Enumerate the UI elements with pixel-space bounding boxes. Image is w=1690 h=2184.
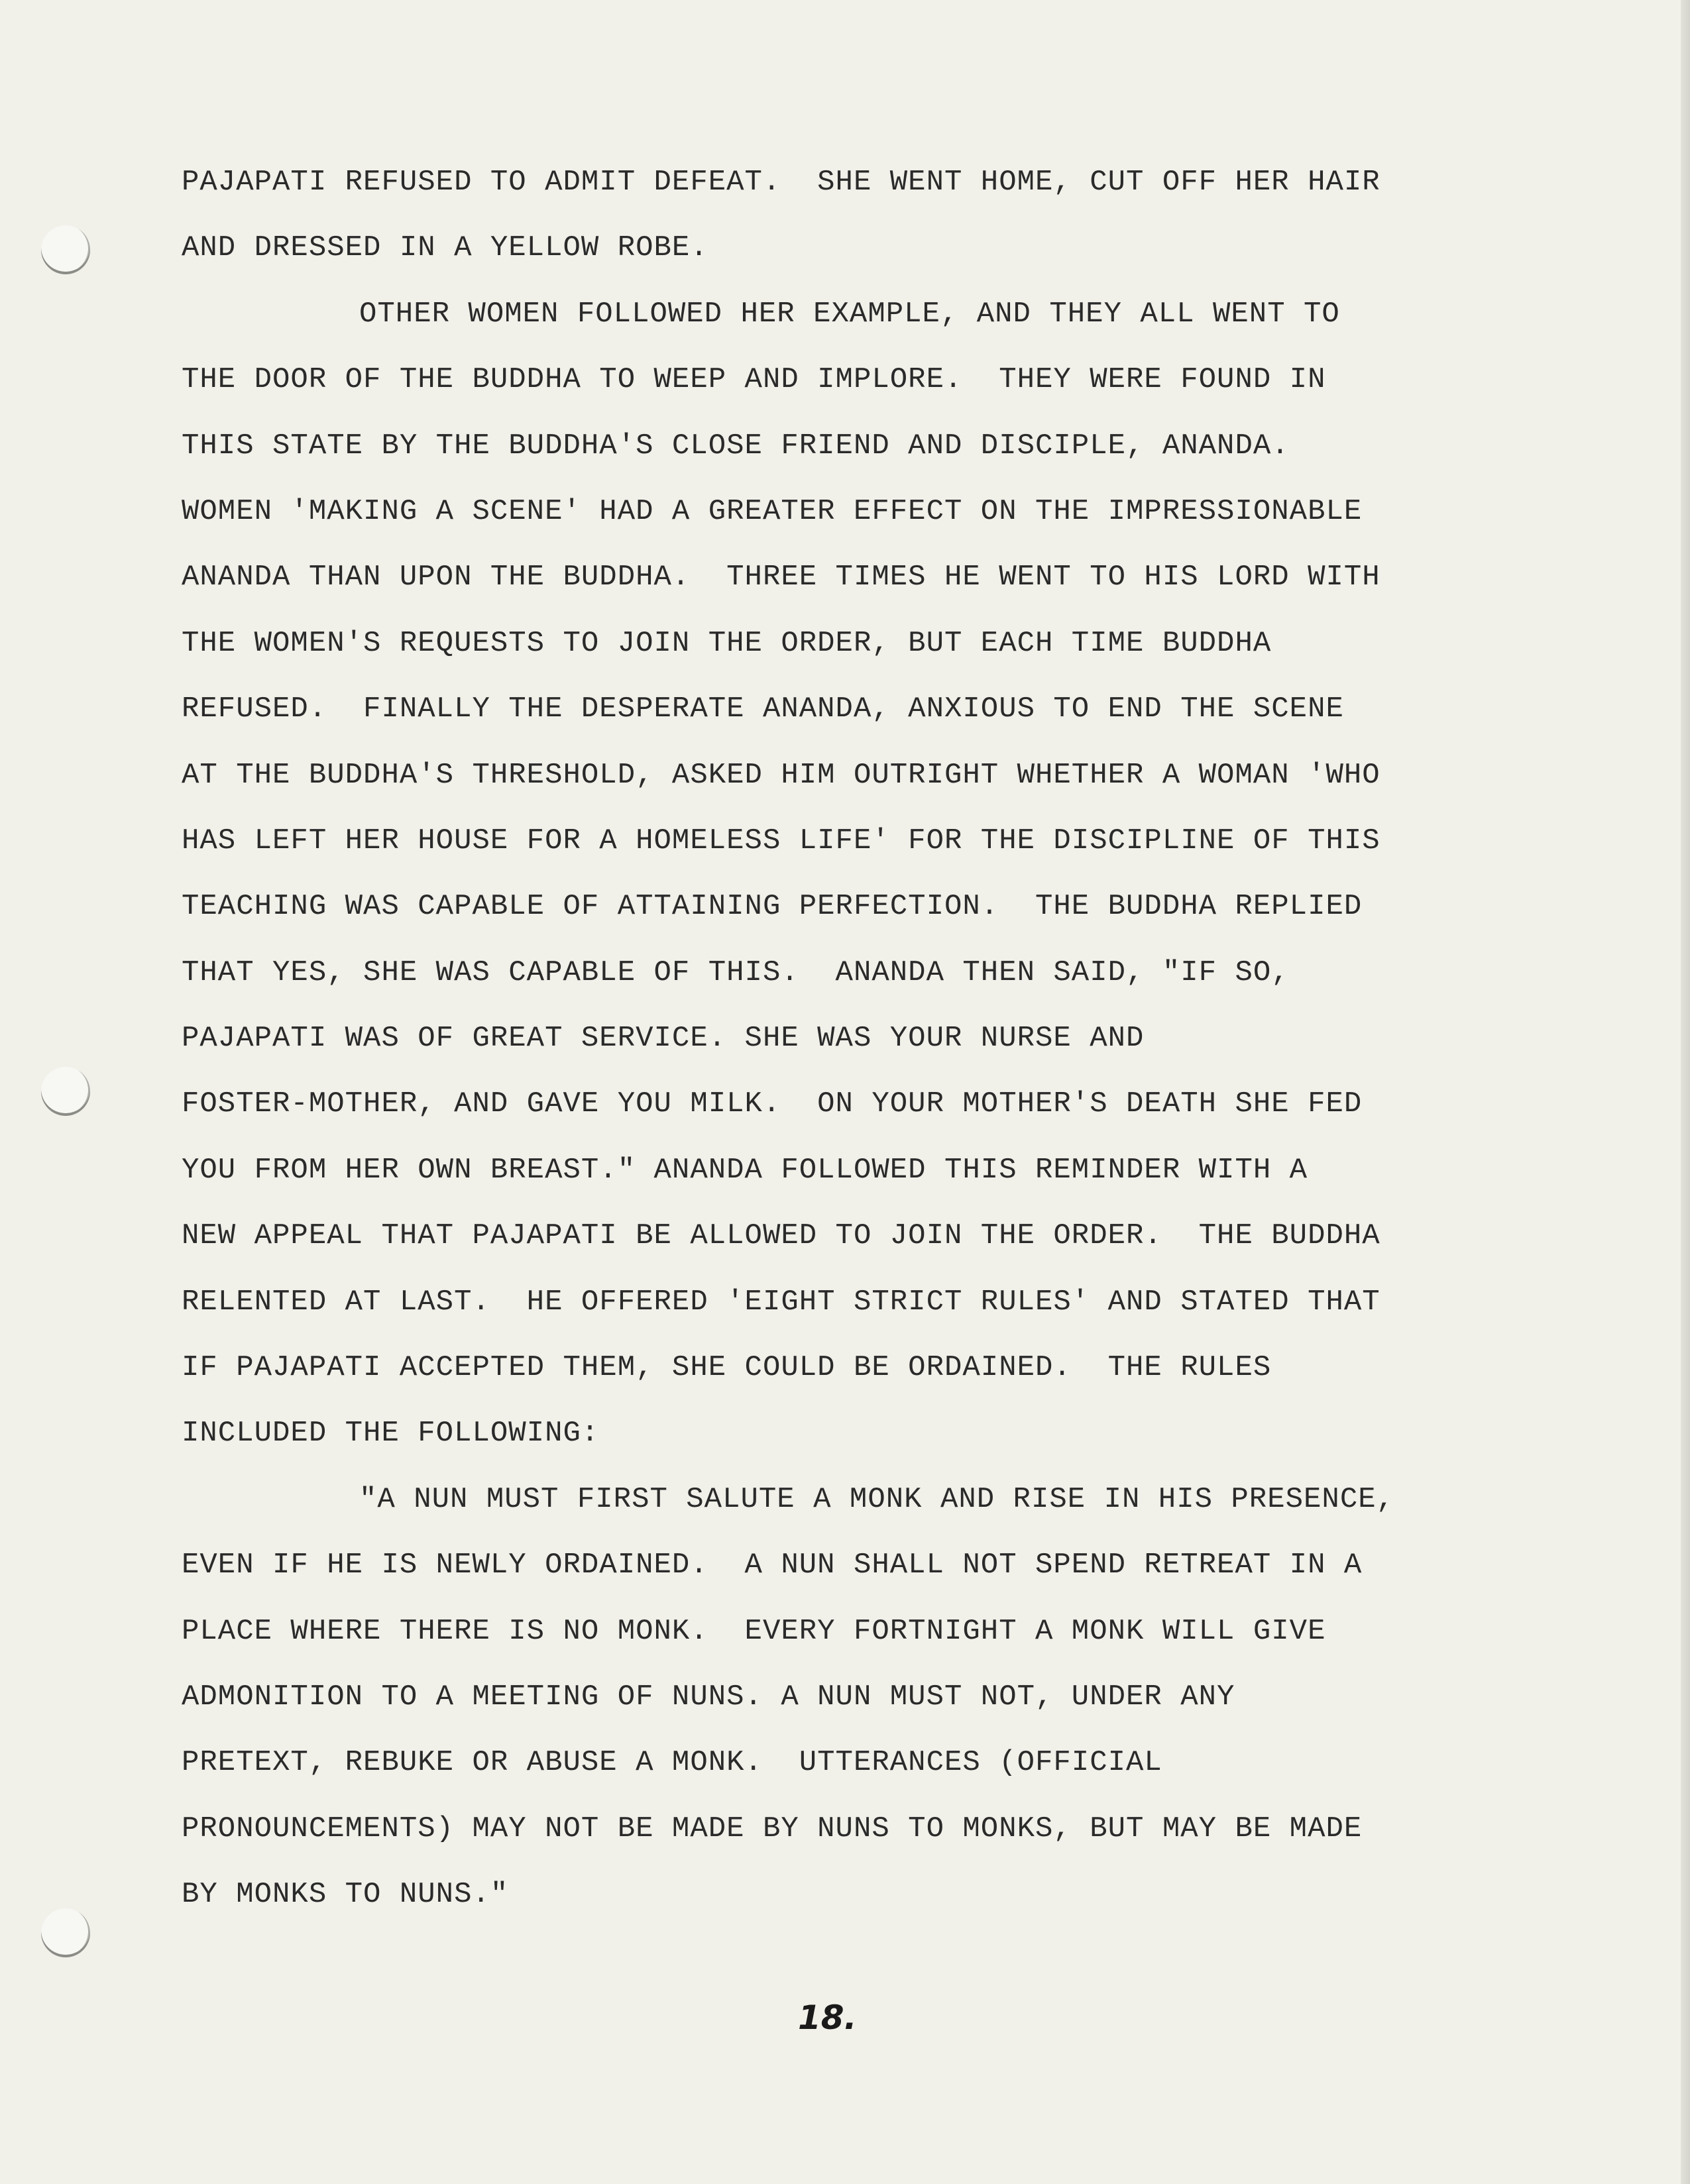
text-line: OTHER WOMEN FOLLOWED HER EXAMPLE, AND THEY ALL WENT TO: [359, 297, 1340, 331]
binder-hole-middle: [41, 1067, 90, 1116]
text-line: ADMONITION TO A MEETING OF NUNS. A NUN MUST NOT, UNDER ANY: [182, 1680, 1235, 1714]
binder-hole-top: [41, 225, 90, 274]
text-line: THE DOOR OF THE BUDDHA TO WEEP AND IMPLORE. THEY WERE FOUND IN: [182, 363, 1326, 397]
text-line: RELENTED AT LAST. HE OFFERED 'EIGHT STRICT RULES' AND STATED THAT: [182, 1285, 1380, 1319]
text-line: AND DRESSED IN A YELLOW ROBE.: [182, 231, 708, 265]
text-line: PLACE WHERE THERE IS NO MONK. EVERY FORTNIGHT A MONK WILL GIVE: [182, 1614, 1326, 1648]
text-line: PRETEXT, REBUKE OR ABUSE A MONK. UTTERANCES (OFFICIAL: [182, 1746, 1162, 1780]
body-text: [182, 150, 1507, 1928]
text-line: FOSTER-MOTHER, AND GAVE YOU MILK. ON YOUR MOTHER'S DEATH SHE FED: [182, 1087, 1363, 1121]
text-line: BY MONKS TO NUNS.": [182, 1878, 509, 1912]
text-line: PAJAPATI REFUSED TO ADMIT DEFEAT. SHE WENT HOME, CUT OFF HER HAIR: [182, 166, 1380, 199]
text-line: HAS LEFT HER HOUSE FOR A HOMELESS LIFE' FOR THE DISCIPLINE OF THIS: [182, 824, 1380, 857]
text-line: THE WOMEN'S REQUESTS TO JOIN THE ORDER, BUT EACH TIME BUDDHA: [182, 626, 1272, 660]
text-line: NEW APPEAL THAT PAJAPATI BE ALLOWED TO JOIN THE ORDER. THE BUDDHA: [182, 1219, 1380, 1253]
text-line: PAJAPATI WAS OF GREAT SERVICE. SHE WAS YOUR NURSE AND: [182, 1022, 1145, 1056]
text-line: YOU FROM HER OWN BREAST." ANANDA FOLLOWED THIS REMINDER WITH A: [182, 1153, 1308, 1187]
text-line: REFUSED. FINALLY THE DESPERATE ANANDA, ANXIOUS TO END THE SCENE: [182, 692, 1344, 726]
text-line: INCLUDED THE FOLLOWING:: [182, 1417, 600, 1450]
text-line: WOMEN 'MAKING A SCENE' HAD A GREATER EFFECT ON THE IMPRESSIONABLE: [182, 494, 1363, 528]
page-edge-shadow: [1681, 0, 1690, 2184]
text-line: IF PAJAPATI ACCEPTED THEM, SHE COULD BE ORDAINED. THE RULES: [182, 1351, 1272, 1385]
page-number: 18.: [798, 1998, 857, 2037]
text-line: PRONOUNCEMENTS) MAY NOT BE MADE BY NUNS TO MONKS, BUT MAY BE MADE: [182, 1812, 1363, 1845]
text-line: ANANDA THAN UPON THE BUDDHA. THREE TIMES HE WENT TO HIS LORD WITH: [182, 561, 1380, 594]
text-line: "A NUN MUST FIRST SALUTE A MONK AND RISE IN HIS PRESENCE,: [359, 1482, 1395, 1516]
text-line: THIS STATE BY THE BUDDHA'S CLOSE FRIEND AND DISCIPLE, ANANDA.: [182, 429, 1290, 463]
text-line: AT THE BUDDHA'S THRESHOLD, ASKED HIM OUTRIGHT WHETHER A WOMAN 'WHO: [182, 758, 1380, 792]
text-line: EVEN IF HE IS NEWLY ORDAINED. A NUN SHALL NOT SPEND RETREAT IN A: [182, 1549, 1363, 1582]
binder-hole-bottom: [41, 1908, 90, 1957]
text-line: TEACHING WAS CAPABLE OF ATTAINING PERFECTION. THE BUDDHA REPLIED: [182, 890, 1363, 924]
text-line: THAT YES, SHE WAS CAPABLE OF THIS. ANANDA THEN SAID, "IF SO,: [182, 956, 1290, 989]
